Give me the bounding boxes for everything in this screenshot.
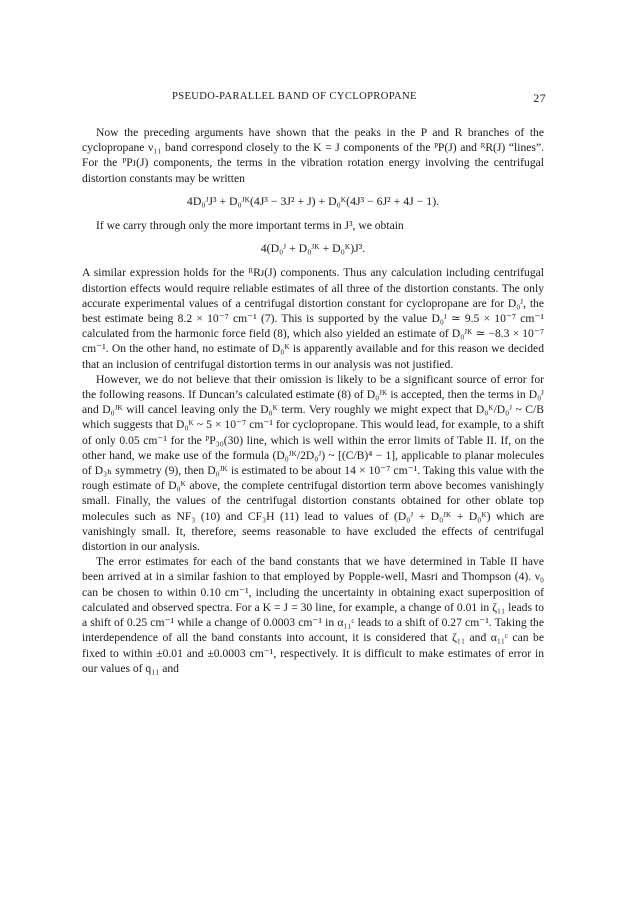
running-title: PSEUDO-PARALLEL BAND OF CYCLOPROPANE [172,91,417,102]
running-header [94,91,546,107]
equation: 4D₀ᴶJ³ + D₀ᴶᴷ(4J³ − 3J² + J) + D₀ᴷ(4J³ − 6J² + 4J − 1). [186,193,440,208]
paragraph: A similar expression holds for the ᴿRᴊ(J) components. Thus any calculation including centrifugal distortion effects would require reliable estimates of all three of the distortion constants. The only accurate experimental values of a centrifugal distortion constant for cyclopropane are for D₀ᴶ, the best estimate being 8.2 × 10⁻⁷ cm⁻¹ (7). This is supported by the value D₀ᴶ ≃ 9.5 × 10⁻⁷ cm⁻¹ calculated from the harmonic force field (8), which also yielded an estimate of D₀ᴶᴷ ≃ −8.3 × 10⁻⁷ cm⁻¹. On the other hand, no estimate of D₀ᴷ is apparently available and for this reason we decided that an inclusion of centrifugal distortion terms in our analysis was not justified. [82,266,544,371]
paragraph: Now the preceding arguments have shown that the peaks in the P and R branches of the cyclopropane ν₁₁ band correspond closely to the K = J components of the ᴾP(J) and ᴿR(J) “lines”. For the ᴾPᴊ(J) components, the terms in the vibration rotation energy involving the centrifugal distortion constants may be written [82,126,544,185]
paragraph: However, we do not believe that their omission is likely to be a significant source of error for the following reasons. If Duncan’s calculated estimate (8) of D₀ᴶᴷ is accepted, then the terms in D₀ᴶ and D₀ᴶᴷ will cancel leaving only the D₀ᴷ term. Very roughly we might expect that D₀ᴷ/D₀ᴶ ~ C/B which suggests that D₀ᴷ ~ 5 × 10⁻⁷ cm⁻¹ for cyclopropane. This would lead, for example, to a shift of only 0.05 cm⁻¹ for the ᴾP₃₀(30) line, which is well within the error limits of Table II. If, on the other hand, we make use of the formula (D₀ᴶᴷ/2D₀ᴶ) ~ [(C/B)⁴ − 1], applicable to planar molecules of D₃ₕ symmetry (9), then D₀ᴶᴷ is estimated to be about 14 × 10⁻⁷ cm⁻¹. Taking this value with the rough estimate of D₀ᴷ above, the complete centrifugal distortion term above becomes vanishingly small. Finally, the values of the centrifugal distortion constants obtained for other oblate top molecules such as NF₃ (10) and CF₃H (11) lead to values of (D₀ᴶ + D₀ᴶᴷ + D₀ᴷ) which are vanishingly small. It, therefore, seems reasonable to have excluded the effects of centrifugal distortion in our analysis. [82,372,544,554]
paragraph: The error estimates for each of the band constants that we have determined in Table II have been arrived at in a similar fashion to that employed by Popple-well, Masri and Thompson (4). ν₀ can be chosen to within 0.10 cm⁻¹, including the uncertainty in obtaining exact superposition of calculated and observed spectra. For a K = J = 30 line, for example, a change of 0.01 in ζ₁₁ leads to a shift of 0.25 cm⁻¹ while a change of 0.0003 cm⁻¹ in α₁₁ᶜ leads to a shift of 0.27 cm⁻¹. Taking the interdependence of all the band constants into account, it is considered that ζ₁₁ and α₁₁ᶜ can be fixed to within ±0.01 and ±0.0003 cm⁻¹, respectively. It is difficult to make estimates of error in our values of q₁₁ and [82,555,544,675]
equation: 4(D₀ᴶ + D₀ᴶᴷ + D₀ᴷ)J³. [260,241,366,256]
paragraph: If we carry through only the more important terms in J³, we obtain [96,219,404,233]
page-number: 27 [533,91,546,105]
article-body [82,125,544,676]
